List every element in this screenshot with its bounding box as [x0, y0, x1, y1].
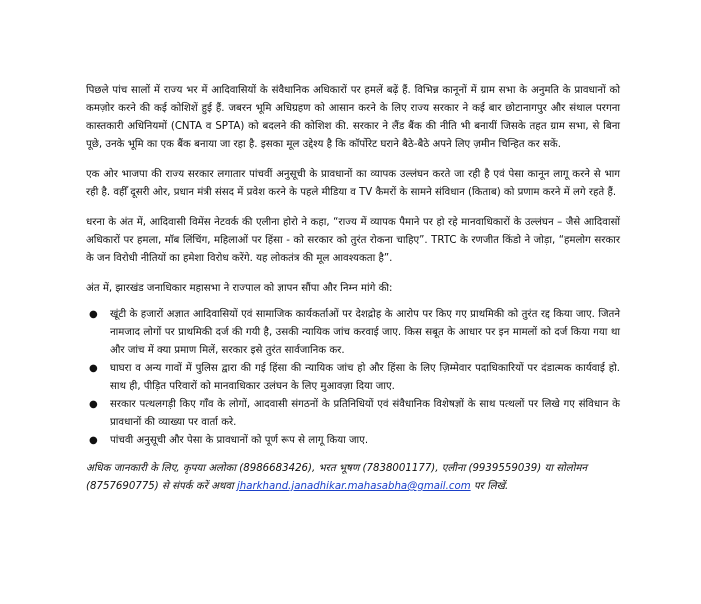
list-item — [89, 396, 620, 432]
list-item — [89, 360, 620, 396]
demand-text: खूंटी के हजारों अज्ञात आदिवासियों एवं सामाजिक कार्यकर्ताओं पर देशद्रोह के आरोप पर किए गए प्राथमिकी को तुरंत रद्द किया जाए. जितने नामजाद लोगों पर प्राथमिकी दर्ज की गयी है, उसकी न्यायिक जांच करवाई जाए. किस सबूत के आधार पर इन मामलों को दर्ज किया गया था और जांच में क्या प्रमाण मिलें, सरकार इसे तुरंत सार्वजानिक कर. — [110, 309, 620, 356]
paragraph-fifth-schedule: एक ओर भाजपा की राज्य सरकार लगातार पांचवीं अनुसूची के प्रावधानों का व्यापक उल्लंघन करते जा रही है एवं पेसा कानून लागू करने से भाग रही है. वहीँ दूसरी ओर, प्रधान मंत्री संसद में प्रवेश करने के पहले मीडिया व TV कैमरों के सामने संविधान (किताब) को प्रणाम करने में लगे रहते हैं. — [86, 169, 620, 198]
paragraph-constitutional-rights: पिछले पांच सालों में राज्य भर में आदिवासियों के संवैधानिक अधिकारों पर हमलें बढ़ें हैं. विभिन्न कानूनों में ग्राम सभा के अनुमति के प्रावधानों को कमज़ोर करने की कई कोशिशें हुई हैं. जबरन भूमि अधिग्रहण को आसान करने के लिए राज्य सरकार ने कई बार छोटानागपुर और संथाल परगना कास्तकारी अधिनियमों (CNTA व SPTA) को बदलने की कोशिश की. सरकार ने लैंड बैंक की नीति भी बनायीं जिसके तहत ग्राम सभा, से बिना पूछे, उनके भूमि का एक बैंक बनाया जा रहा है. इसका मूल उद्देश्य है कि कॉर्पोरेट घराने बैठे-बैठे अपने लिए ज़मीन चिन्हित कर सकें. — [86, 85, 620, 150]
demands-list — [86, 306, 620, 450]
list-item — [89, 432, 620, 450]
demand-text: घाघरा व अन्य गावों में पुलिस द्वारा की गई हिंसा की न्यायिक जांच हो और हिंसा के लिए ज़िम्मेवार पदाधिकारियों पर दंडात्मक कार्यवाई हो. साथ ही, पीड़ित परिवारों को मानवाधिकार उलंघन के लिए मुआवज़ा दिया जाए. — [110, 363, 620, 392]
demand-text: सरकार पत्थलगड़ी किए गाँव के लोगों, आदवासी संगठनों के प्रतिनिधियों एवं संवैधानिक विशेषज्ञों के साथ पत्थलों पर लिखे गए संविधान के प्रावधानों की व्याख्या पर वार्ता करे. — [110, 399, 620, 428]
document-body — [86, 82, 620, 508]
paragraph-memorandum-intro: अंत में, झारखंड जनाधिकार महासभा ने राज्पाल को ज्ञापन सौंपा और निम्न मांगे की: — [86, 283, 393, 294]
contact-info — [86, 460, 620, 496]
bullet-icon: ● — [89, 435, 98, 446]
email-link[interactable]: jharkhand.janadhikar.mahasabha@gmail.com — [236, 481, 471, 492]
paragraph-dharna-quotes: धरना के अंत में, आदिवासी विमेंस नेटवर्क की एलीना होरो ने कहा, “राज्य में व्यापक पैमाने पर हो रहे मानवाधिकारों के उल्लंघन – जैसे आदिवासों अधिकारों पर हमला, मॉब लिंचिंग, महिलाओं पर हिंसा - को सरकार को तुरंत रोकना चाहिए”. TRTC के रणजीत किंडो ने जोड़ा, “हमलोग सरकार के जन विरोधी नीतियों का हमेशा विरोध करेंगे. यह लोकतंत्र की मूल आवश्यकता है”. — [86, 217, 620, 264]
bullet-icon: ● — [89, 363, 98, 374]
bullet-icon: ● — [89, 399, 98, 410]
bullet-icon: ● — [89, 309, 98, 320]
demand-text: पांचवी अनुसूची और पेसा के प्रावधानों को पूर्ण रूप से लागू किया जाए. — [110, 435, 369, 446]
contact-prefix: अधिक जानकारी के लिए, कृपया अलोका (8986683426), भरत भूषण (7838001177), एलीना (9939559039) या सोलोमन (8757690775) से संपर्क करें अथवा — [86, 463, 588, 492]
list-item — [89, 306, 620, 360]
contact-suffix: पर लिखें. — [470, 481, 509, 492]
